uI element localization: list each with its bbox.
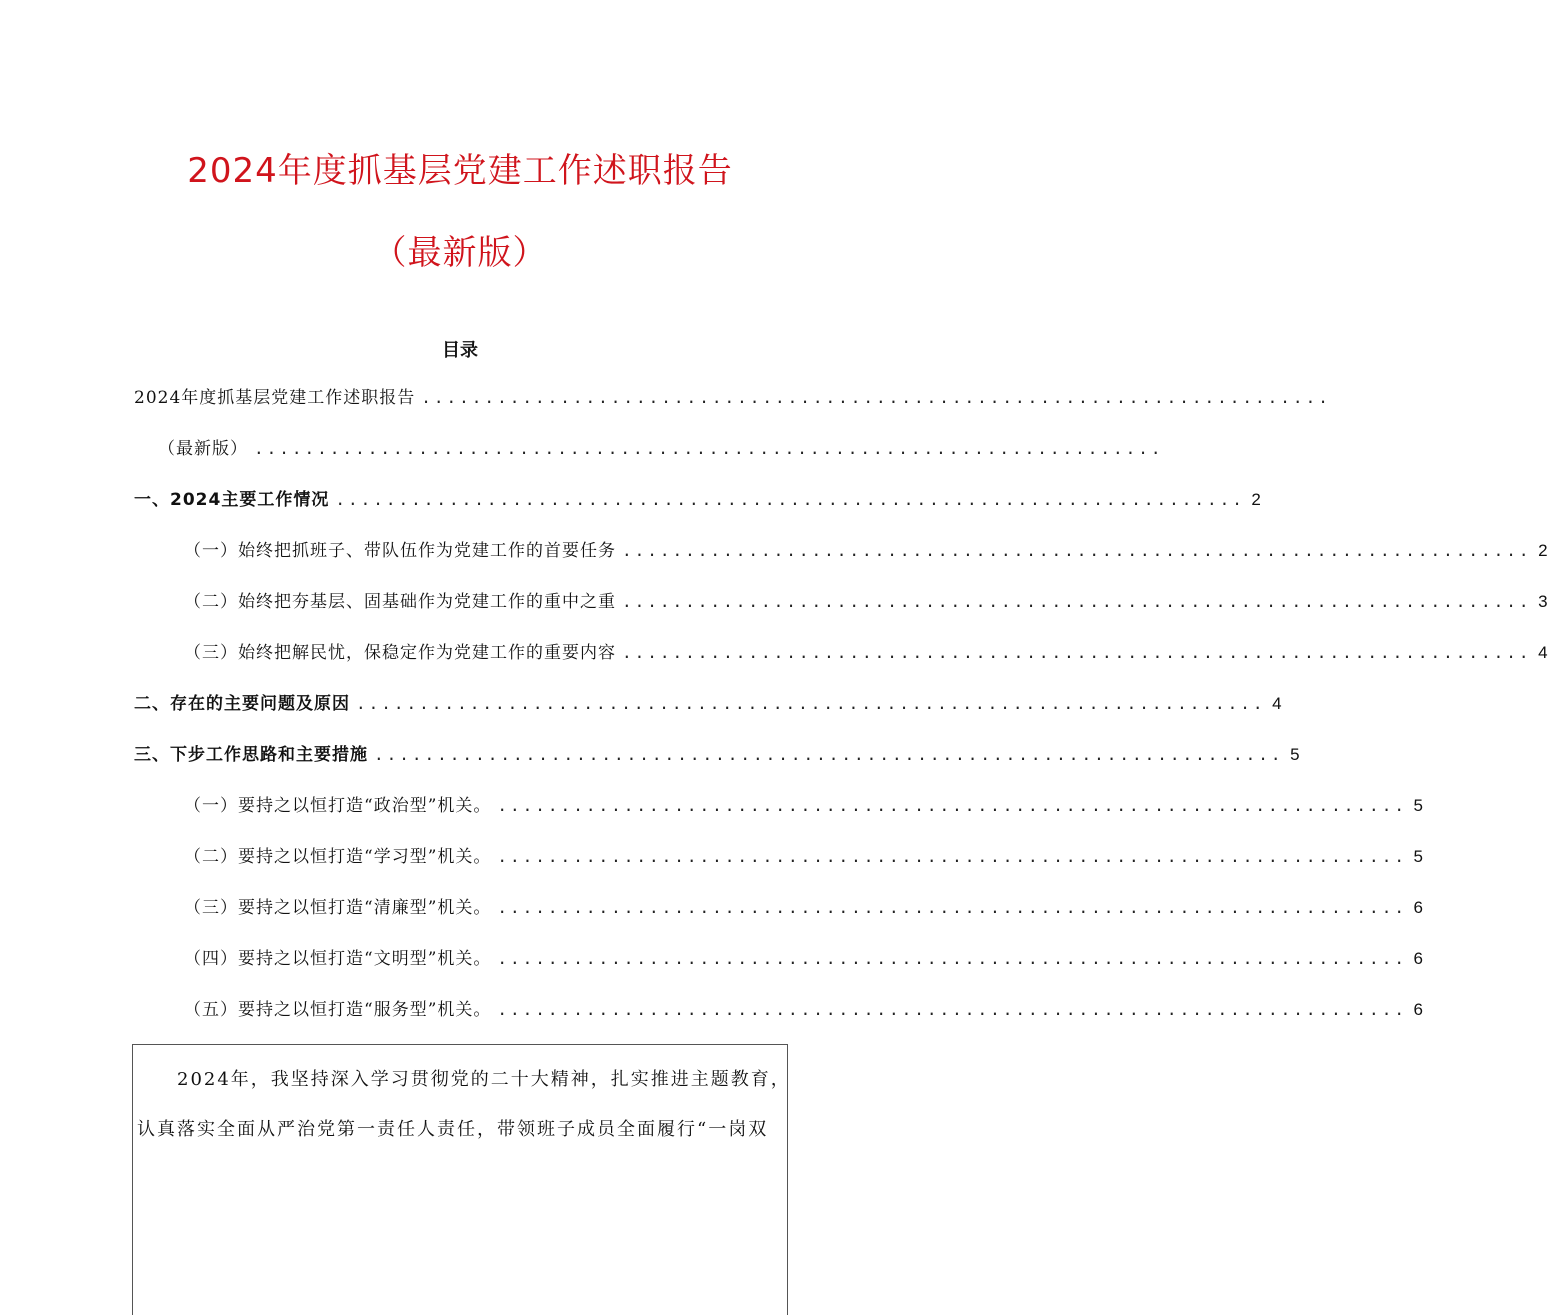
toc-entry-label: 2024年度抓基层党建工作述职报告 (134, 388, 416, 408)
toc-entry-page: 6 (1413, 949, 1423, 968)
toc-dot-leader: ........................................................................ (374, 745, 1284, 764)
toc-entry[interactable] (134, 740, 1300, 766)
toc-entry[interactable] (134, 689, 1282, 715)
toc-entry[interactable] (184, 791, 1423, 817)
toc-entry[interactable] (184, 995, 1423, 1021)
toc-dot-leader: ........................................................................ (622, 541, 1532, 560)
toc-dot-leader: ........................................................................ (497, 847, 1407, 866)
toc-entry[interactable] (184, 536, 1548, 562)
document-title: 2024年度抓基层党建工作述职报告 (187, 151, 733, 191)
toc-entry[interactable] (184, 842, 1423, 868)
toc-heading: 目录 (442, 340, 478, 361)
toc-entry-page: 3 (1538, 592, 1548, 611)
toc-entry[interactable] (184, 893, 1423, 919)
body-paragraph-line-1: 2024年，我坚持深入学习贯彻党的二十大精神，扎实推进主题教育， (177, 1069, 791, 1090)
toc-dot-leader: ........................................................................ (622, 643, 1532, 662)
toc-dot-leader: ........................................................................ (254, 439, 1164, 458)
toc-entry-label: （一）始终把抓班子、带队伍作为党建工作的首要任务 (184, 541, 616, 561)
toc-entry-label: （最新版） (158, 439, 248, 459)
toc-entry-label: （三）始终把解民忧，保稳定作为党建工作的重要内容 (184, 643, 616, 663)
toc-entry-label: （五）要持之以恒打造“服务型”机关。 (184, 1000, 492, 1020)
toc-entry-label: 三、下步工作思路和主要措施 (134, 745, 368, 765)
toc-entry-label: （四）要持之以恒打造“文明型”机关。 (184, 949, 492, 969)
toc-entry-page: 5 (1413, 847, 1423, 866)
toc-dot-leader: ........................................................................ (497, 1000, 1407, 1019)
toc-entry-page: 5 (1290, 745, 1300, 764)
toc-dot-leader: ........................................................................ (335, 490, 1245, 509)
toc-dot-leader: ........................................................................ (622, 592, 1532, 611)
toc-entry-page: 6 (1413, 1000, 1423, 1019)
toc-entry[interactable] (134, 383, 1331, 409)
toc-entry-page: 4 (1538, 643, 1548, 662)
toc-entry[interactable] (184, 944, 1423, 970)
body-text-frame (132, 1044, 791, 1315)
toc-entry[interactable] (184, 587, 1548, 613)
toc-entry-page: 4 (1272, 694, 1282, 713)
toc-dot-leader: ........................................................................ (497, 898, 1407, 917)
document-subtitle: （最新版） (372, 233, 548, 273)
toc-dot-leader: ........................................................................ (497, 796, 1407, 815)
toc-entry[interactable] (158, 434, 1164, 460)
toc-entry-label: 二、存在的主要问题及原因 (134, 694, 350, 714)
toc-entry[interactable] (184, 638, 1548, 664)
toc-entry-page: 6 (1413, 898, 1423, 917)
toc-entry-label: 一、2024主要工作情况 (134, 490, 330, 510)
toc-dot-leader: ........................................................................ (497, 949, 1407, 968)
toc-entry-label: （二）要持之以恒打造“学习型”机关。 (184, 847, 492, 867)
body-paragraph-line-2: 认真落实全面从严治党第一责任人责任，带领班子成员全面履行“一岗双 (137, 1119, 769, 1140)
toc-dot-leader: ........................................................................ (356, 694, 1266, 713)
toc-entry-label: （二）始终把夯基层、固基础作为党建工作的重中之重 (184, 592, 616, 612)
toc-entry-label: （三）要持之以恒打造“清廉型”机关。 (184, 898, 492, 918)
toc-entry-page: 2 (1538, 541, 1548, 560)
toc-entry-page: 2 (1251, 490, 1261, 509)
toc-entry[interactable] (134, 485, 1261, 511)
toc-entry-page: 5 (1413, 796, 1423, 815)
toc-dot-leader: ........................................................................ (421, 388, 1331, 407)
toc-entry-label: （一）要持之以恒打造“政治型”机关。 (184, 796, 492, 816)
